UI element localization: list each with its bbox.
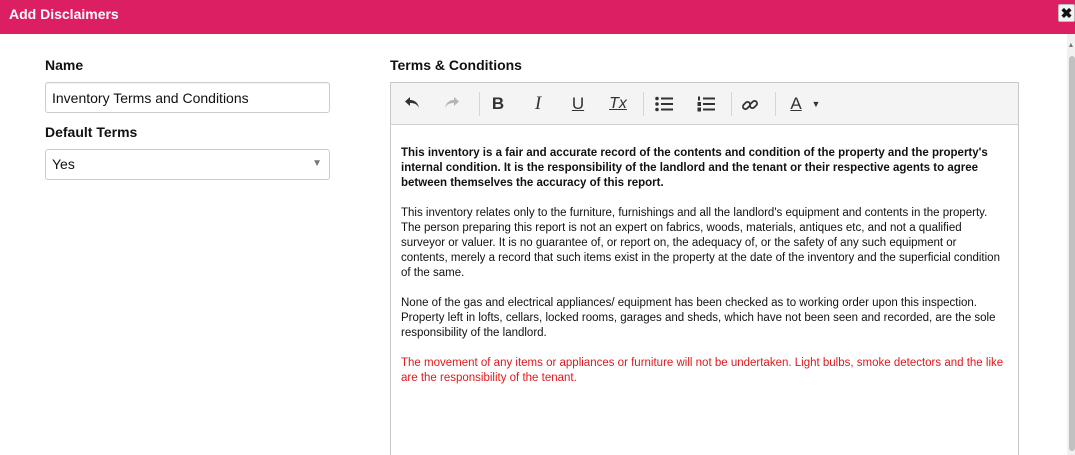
paragraph-warning: The movement of any items or appliances or furniture will not be undertaken. Light bulbs, smoke detectors and the like are the responsibility of the tenant.	[401, 357, 1004, 384]
toolbar-divider	[775, 92, 776, 116]
dialog-title: Add Disclaimers	[9, 6, 119, 22]
paragraph: None of the gas and electrical appliances/ equipment has been checked as to working order upon this inspection. Property left in lofts, cellars, locked rooms, garages and sheds, which have not been seen and recorded, are the sole responsibility of the landlord.	[401, 297, 996, 339]
dialog-header	[0, 0, 1075, 34]
toolbar-divider	[731, 92, 732, 116]
italic-button[interactable]: I	[534, 93, 542, 114]
numbered-list-icon[interactable]	[693, 92, 719, 116]
name-input[interactable]	[45, 82, 330, 113]
toolbar-divider	[643, 92, 644, 116]
underline-button[interactable]: U	[571, 94, 585, 113]
dropdown-arrow-icon: ▼	[312, 158, 322, 169]
paragraph: This inventory relates only to the furniture, furnishings and all the landlord's equipment and contents in the property. The person preparing this report is not an expert on fabrics, woods, materials, antiques etc, and not a qualified surveyor or valuer. It is no guarantee of, or report on, the adequacy of, or the safety of any such equipment or contents, merely a record that such items exist in the property at the date of the inventory and the superficial condition of the same.	[401, 207, 1000, 279]
clear-format-button[interactable]: Tx	[609, 95, 627, 112]
link-icon[interactable]	[737, 92, 763, 116]
paragraph-bold: This inventory is a fair and accurate record of the contents and condition of the property and the property's internal condition. It is the responsibility of the landlord and the tenant or their respective agents to agree between themselves the accuracy of this report.	[401, 147, 988, 189]
name-label: Name	[45, 57, 84, 73]
scrollbar-thumb[interactable]	[1069, 56, 1075, 451]
editor-content[interactable]	[401, 146, 1006, 401]
rich-text-editor[interactable]	[390, 82, 1019, 455]
default-terms-value: Yes	[52, 156, 75, 172]
scroll-up-icon[interactable]: ▲	[1067, 42, 1075, 49]
close-icon: ✖	[1060, 5, 1073, 21]
close-button[interactable]	[1058, 4, 1075, 22]
bold-button[interactable]: B	[491, 94, 505, 113]
terms-conditions-label: Terms & Conditions	[390, 57, 522, 73]
toolbar-divider	[479, 92, 480, 116]
undo-icon[interactable]	[399, 92, 425, 116]
bullet-list-icon[interactable]	[651, 92, 677, 116]
editor-toolbar	[391, 83, 1018, 125]
text-color-button[interactable]: A	[790, 94, 802, 113]
redo-icon[interactable]	[439, 92, 465, 116]
default-terms-label: Default Terms	[45, 124, 138, 140]
caret-down-icon[interactable]: ▼	[811, 99, 821, 109]
default-terms-select[interactable]	[45, 149, 330, 180]
